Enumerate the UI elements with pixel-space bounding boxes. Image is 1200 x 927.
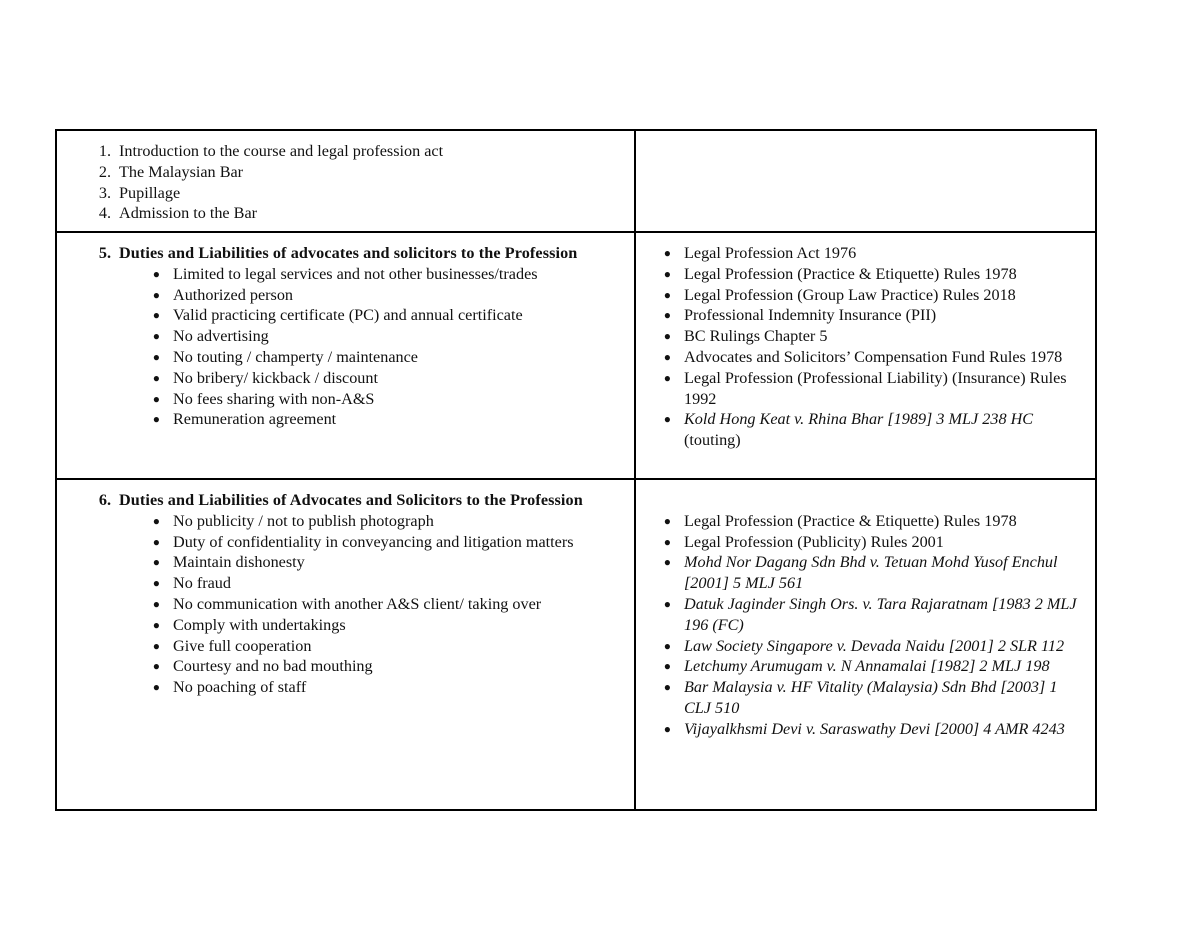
- list-item: [644, 409, 1087, 451]
- list-item: ● Authorized person: [65, 285, 626, 306]
- bullet-icon: ●: [663, 680, 671, 695]
- bullet-icon: ●: [152, 412, 160, 427]
- bullet-icon: ●: [663, 266, 671, 281]
- case-citation: Mohd Nor Dagang Sdn Bhd v. Tetuan Mohd Yusof Enchul [2001] 5 MLJ 561: [684, 553, 1058, 593]
- list-item: ● BC Rulings Chapter 5: [644, 326, 1087, 347]
- table-row: [56, 232, 1096, 479]
- bullet-icon: ●: [152, 308, 160, 323]
- list-item: ● Legal Profession (Publicity) Rules 2001: [644, 532, 1087, 553]
- list-item: ● Give full cooperation: [65, 636, 626, 657]
- bullet-icon: ●: [152, 555, 160, 570]
- bullet-icon: ●: [152, 659, 160, 674]
- list-item: ● No fees sharing with non-A&S: [65, 389, 626, 410]
- list-item: ● No advertising: [65, 326, 626, 347]
- topics-cell: [56, 479, 635, 810]
- duties-list: [65, 511, 626, 698]
- list-item: ● Legal Profession (Practice & Etiquette) Rules 1978: [644, 264, 1087, 285]
- bullet-icon: ●: [663, 534, 671, 549]
- list-item: ● Advocates and Solicitors’ Compensation Fund Rules 1978: [644, 347, 1087, 368]
- list-item: ● Valid practicing certificate (PC) and annual certificate: [65, 305, 626, 326]
- bullet-icon: ●: [152, 391, 160, 406]
- bullet-icon: ●: [152, 287, 160, 302]
- section-heading: 5. Duties and Liabilities of advocates and solicitors to the Profession: [98, 244, 578, 262]
- list-item: [644, 636, 1087, 657]
- bullet-icon: ●: [152, 349, 160, 364]
- list-item: ● Remuneration agreement: [65, 409, 626, 430]
- bullet-icon: ●: [663, 638, 671, 653]
- bullet-icon: ●: [152, 534, 160, 549]
- case-citation: Vijayalkhsmi Devi v. Saraswathy Devi [2000] 4 AMR 4243: [684, 719, 1065, 738]
- case-note: (touting): [684, 431, 741, 450]
- list-item: ● No bribery/ kickback / discount: [65, 368, 626, 389]
- list-item: [644, 656, 1087, 677]
- bullet-icon: ●: [152, 617, 160, 632]
- bullet-icon: ●: [152, 680, 160, 695]
- bullet-icon: ●: [663, 412, 671, 427]
- numbered-item: 1. Introduction to the course and legal profession act: [98, 142, 444, 160]
- bullet-icon: ●: [152, 513, 160, 528]
- list-item: [644, 594, 1087, 636]
- list-item: ● Professional Indemnity Insurance (PII): [644, 305, 1087, 326]
- bullet-icon: ●: [663, 659, 671, 674]
- list-item: ● Legal Profession (Group Law Practice) Rules 2018: [644, 285, 1087, 306]
- numbered-item: 3. Pupillage: [98, 183, 181, 202]
- table-row: [56, 130, 1096, 232]
- bullet-icon: ●: [663, 370, 671, 385]
- list-item: ● No fraud: [65, 573, 626, 594]
- list-item: ● No publicity / not to publish photograph: [65, 511, 626, 532]
- bullet-icon: ●: [663, 555, 671, 570]
- list-item: ● Maintain dishonesty: [65, 552, 626, 573]
- bullet-icon: ●: [663, 721, 671, 736]
- table-row: [56, 479, 1096, 810]
- bullet-icon: ●: [152, 329, 160, 344]
- bullet-icon: ●: [663, 308, 671, 323]
- topics-cell: [56, 130, 635, 232]
- case-citation: Letchumy Arumugam v. N Annamalai [1982] 2 MLJ 198: [684, 657, 1050, 676]
- list-item: ● Legal Profession (Professional Liability) (Insurance) Rules 1992: [644, 368, 1087, 410]
- bullet-icon: ●: [152, 370, 160, 385]
- references-list: [644, 243, 1087, 451]
- references-list: [644, 511, 1087, 740]
- list-item: ● Legal Profession (Practice & Etiquette) Rules 1978: [644, 511, 1087, 532]
- references-cell: [635, 130, 1096, 232]
- bullet-icon: ●: [663, 287, 671, 302]
- bullet-icon: ●: [663, 596, 671, 611]
- list-item: ● Duty of confidentiality in conveyancing and litigation matters: [65, 532, 626, 553]
- topics-cell: [56, 232, 635, 479]
- list-item: [644, 552, 1087, 594]
- bullet-icon: ●: [663, 513, 671, 528]
- duties-list: [65, 264, 626, 430]
- list-item: ● Limited to legal services and not other businesses/trades: [65, 264, 626, 285]
- case-citation: Datuk Jaginder Singh Ors. v. Tara Rajaratnam [1983 2 MLJ 196 (FC): [684, 594, 1077, 634]
- bullet-icon: ●: [663, 329, 671, 344]
- list-item: [644, 677, 1087, 719]
- list-item: ● No touting / champerty / maintenance: [65, 347, 626, 368]
- bullet-icon: ●: [663, 246, 671, 260]
- bullet-icon: ●: [152, 576, 160, 591]
- references-cell: [635, 479, 1096, 810]
- references-cell: [635, 232, 1096, 479]
- bullet-icon: ●: [152, 638, 160, 653]
- bullet-icon: ●: [152, 266, 160, 281]
- syllabus-table: [55, 129, 1097, 811]
- bullet-icon: ●: [152, 596, 160, 611]
- case-citation: Law Society Singapore v. Devada Naidu [2001] 2 SLR 112: [684, 636, 1065, 655]
- case-citation: Bar Malaysia v. HF Vitality (Malaysia) Sdn Bhd [2003] 1 CLJ 510: [684, 678, 1058, 717]
- numbered-item: 4. Admission to the Bar: [98, 204, 258, 223]
- list-item: ● Legal Profession Act 1976: [644, 243, 1087, 264]
- list-item: ● No poaching of staff: [65, 677, 626, 698]
- list-item: ● Comply with undertakings: [65, 615, 626, 636]
- list-item: ● No communication with another A&S client/ taking over: [65, 594, 626, 615]
- list-item: [644, 719, 1087, 740]
- list-item: ● Courtesy and no bad mouthing: [65, 656, 626, 677]
- section-heading: 6. Duties and Liabilities of Advocates and Solicitors to the Profession: [98, 491, 583, 509]
- case-citation: Kold Hong Keat v. Rhina Bhar [1989] 3 MLJ 238 HC: [684, 410, 1034, 429]
- bullet-icon: ●: [663, 349, 671, 364]
- numbered-item: 2. The Malaysian Bar: [98, 162, 244, 181]
